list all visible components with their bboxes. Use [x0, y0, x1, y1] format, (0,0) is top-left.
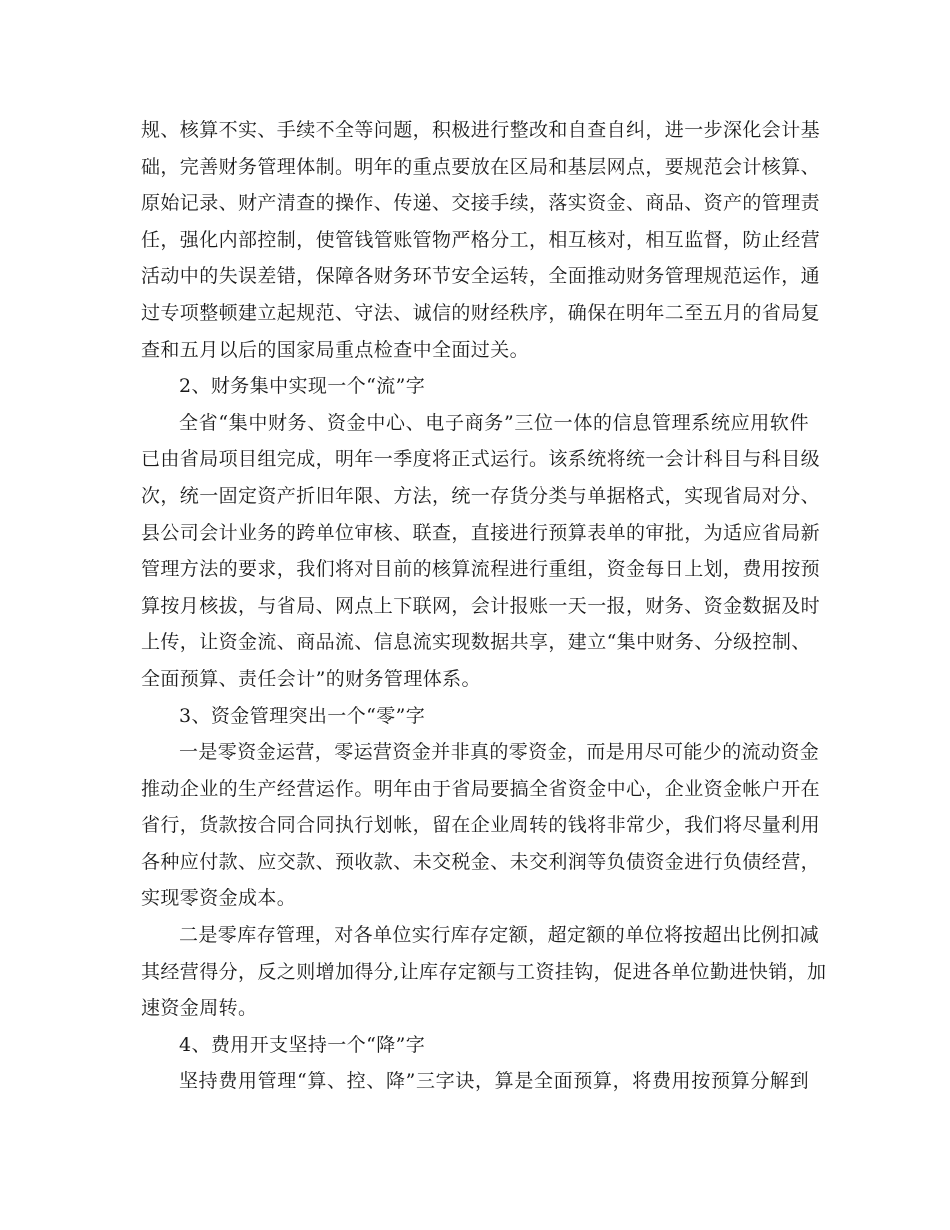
paragraph-line: 原始记录、财产清查的操作、传递、交接手续，落实资金、商品、资产的管理责 — [141, 192, 821, 215]
paragraph-line: 础，完善财务管理体制。明年的重点要放在区局和基层网点，要规范会计核算、 — [141, 155, 821, 178]
paragraph-line: 速资金周转。 — [141, 997, 258, 1020]
paragraph-line: 次，统一固定资产折旧年限、方法，统一存货分类与单据格式，实现省局对分、 — [141, 484, 821, 507]
paragraph-line: 全面预算、责任会计”的财务管理体系。 — [141, 667, 481, 690]
paragraph-line: 上传，让资金流、商品流、信息流实现数据共享，建立“集中财务、分级控制、 — [141, 631, 811, 654]
document-body — [141, 112, 827, 1100]
paragraph-line: 县公司会计业务的跨单位审核、联查，直接进行预算表单的审批，为适应省局新 — [141, 521, 821, 544]
paragraph-line: 算按月核拔，与省局、网点上下联网，会计报账一天一报，财务、资金数据及时 — [141, 594, 821, 617]
paragraph-line: 管理方法的要求，我们将对目前的核算流程进行重组，资金每日上划，费用按预 — [141, 558, 821, 581]
paragraph-line: 过专项整顿建立起规范、守法、诚信的财经秩序，确保在明年二至五月的省局复 — [141, 301, 821, 324]
paragraph-line: 坚持费用管理“算、控、降”三字诀，算是全面预算，将费用按预算分解到 — [179, 1070, 809, 1093]
paragraph-line: 已由省局项目组完成，明年一季度将正式运行。该系统将统一会计科目与科目级 — [141, 448, 821, 471]
paragraph-line: 规、核算不实、手续不全等问题，积极进行整改和自查自纠，进一步深化会计基 — [141, 119, 821, 141]
paragraph-line: 一是零资金运营，零运营资金并非真的零资金，而是用尽可能少的流动资金 — [179, 741, 820, 764]
paragraph-line: 省行，货款按合同合同执行划帐，留在企业周转的钱将非常少，我们将尽量利用 — [141, 814, 821, 837]
paragraph-line: 推动企业的生产经营运作。明年由于省局要搞全省资金中心，企业资金帐户开在 — [141, 777, 821, 800]
section-heading: 4、费用开支坚持一个“降”字 — [179, 1033, 426, 1056]
paragraph-line: 各种应付款、应交款、预收款、未交税金、未交利润等负债资金进行负债经营， — [141, 850, 821, 873]
section-heading: 2、财务集中实现一个“流”字 — [179, 375, 426, 398]
section-heading: 3、资金管理突出一个“零”字 — [179, 704, 426, 727]
paragraph-line: 查和五月以后的国家局重点检查中全面过关。 — [141, 338, 530, 361]
paragraph-line: 实现零资金成本。 — [141, 887, 297, 910]
paragraph-line: 活动中的失误差错，保障各财务环节安全运转，全面推动财务管理规范运作，通 — [141, 265, 821, 288]
paragraph-line: 全省“集中财务、资金中心、电子商务”三位一体的信息管理系统应用软件 — [179, 411, 809, 434]
paragraph-line: 任，强化内部控制，使管钱管账管物严格分工，相互核对，相互监督，防止经营 — [141, 228, 821, 251]
paragraph-line: 其经营得分，反之则增加得分,让库存定额与工资挂钩，促进各单位勤进快销，加 — [141, 960, 827, 983]
paragraph-line: 二是零库存管理，对各单位实行库存定额，超定额的单位将按超出比例扣减 — [179, 924, 820, 947]
